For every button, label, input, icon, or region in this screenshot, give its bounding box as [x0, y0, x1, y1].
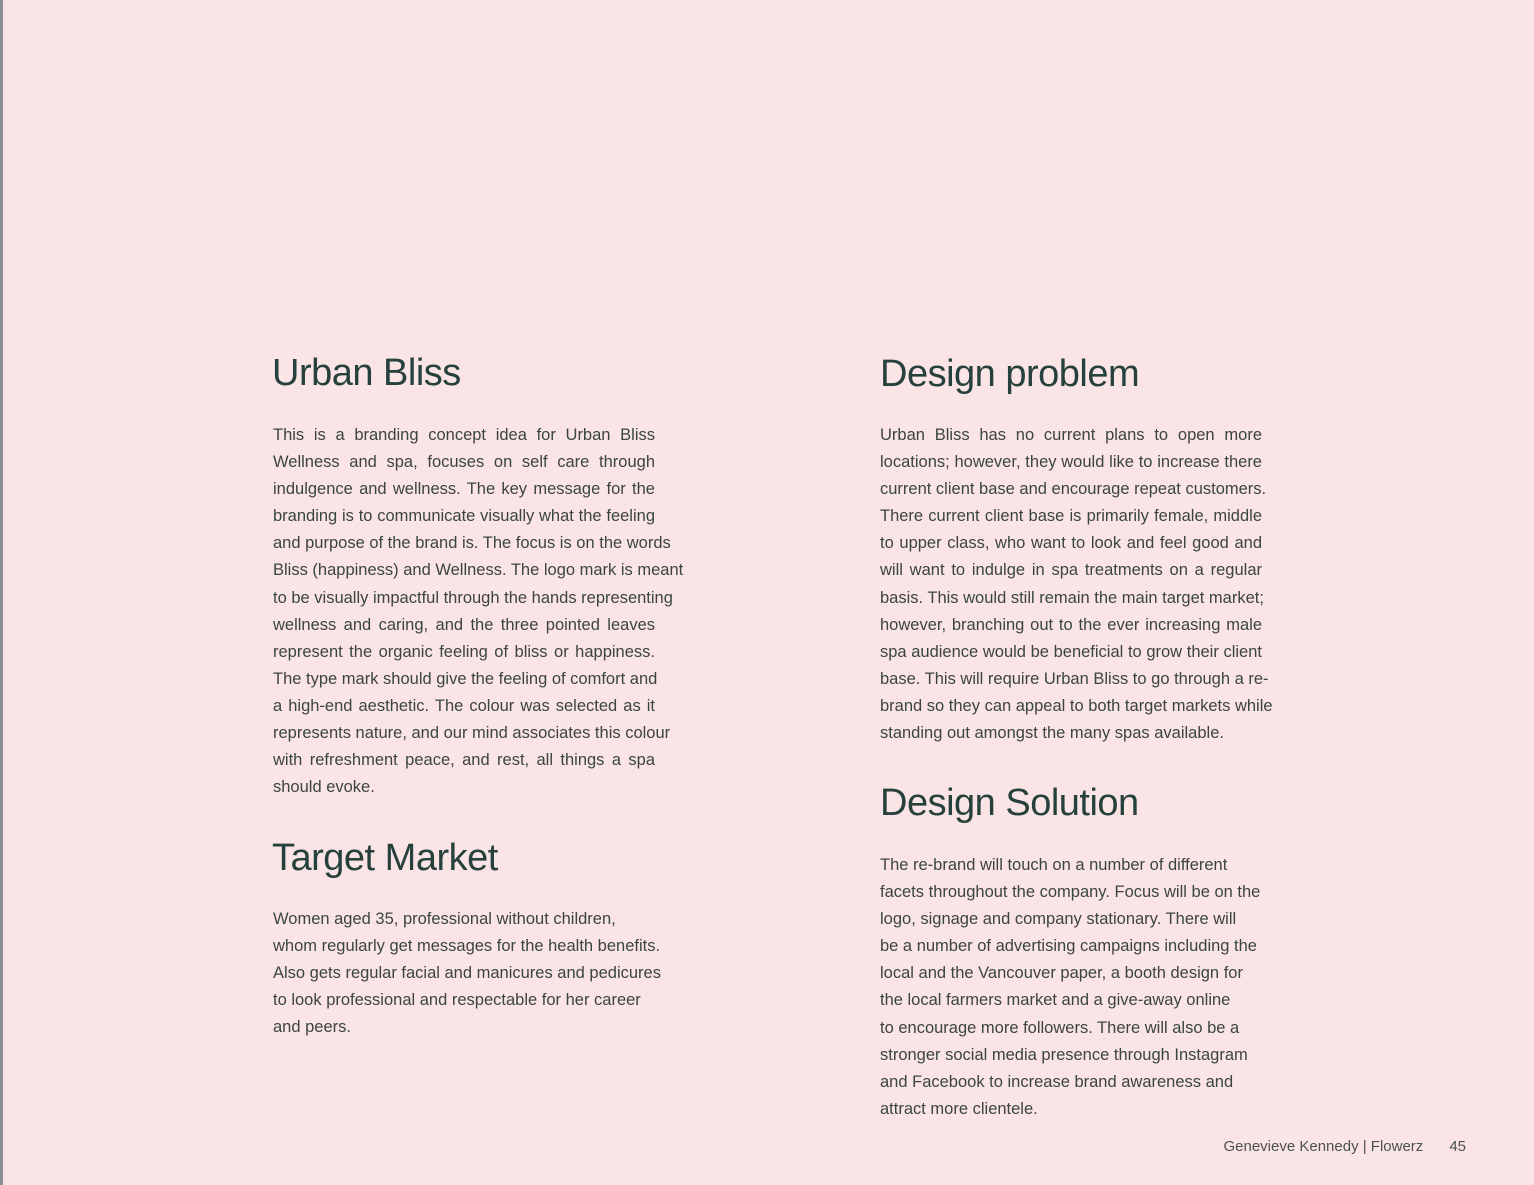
text-line: the local farmers market and a give-away online — [880, 991, 1231, 1010]
page-edge-shadow — [0, 0, 3, 1185]
text-line: indulgence and wellness. The key message for the — [273, 480, 655, 499]
text-line: standing out amongst the many spas available. — [880, 724, 1224, 743]
paragraph-design-problem — [880, 422, 1273, 747]
text-line: current client base and encourage repeat customers. — [880, 480, 1267, 499]
text-line: Also gets regular facial and manicures and pedicures — [273, 964, 661, 983]
text-line: There current client base is primarily female, middle — [880, 507, 1262, 526]
text-line: be a number of advertising campaigns including the — [880, 937, 1257, 956]
text-line: basis. This would still remain the main target market; — [880, 588, 1264, 607]
text-line: branding is to communicate visually what the feeling — [273, 507, 655, 526]
text-line: base. This will require Urban Bliss to go through a re- — [880, 669, 1269, 688]
text-line: and peers. — [273, 1018, 351, 1037]
text-line: to be visually impactful through the hands representing — [273, 588, 673, 607]
paragraph-target-market — [273, 906, 673, 1041]
text-line: logo, signage and company stationary. There will — [880, 910, 1237, 929]
text-line: will want to indulge in spa treatments on a regular — [880, 561, 1262, 580]
paragraph-design-solution — [880, 852, 1280, 1123]
text-line: The type mark should give the feeling of comfort and — [273, 669, 658, 688]
text-line: however, branching out to the ever increasing male — [880, 615, 1262, 634]
text-line: represent the organic feeling of bliss or happiness. — [273, 642, 655, 661]
heading-design-problem: Design problem — [880, 353, 1140, 395]
text-line: Urban Bliss has no current plans to open more — [880, 426, 1262, 444]
text-line: wellness and caring, and the three pointed leaves — [273, 615, 655, 634]
text-line: facets throughout the company. Focus will be on the — [880, 883, 1261, 902]
text-line: stronger social media presence through Instagram — [880, 1045, 1248, 1064]
text-line: Women aged 35, professional without children, — [273, 910, 616, 928]
text-line: and Facebook to increase brand awareness and — [880, 1072, 1234, 1091]
text-line: represents nature, and our mind associates this colour — [273, 724, 671, 743]
footer-credit: Genevieve Kennedy | Flowerz — [1223, 1138, 1424, 1155]
text-line: This is a branding concept idea for Urban Bliss — [273, 426, 655, 444]
page-number: 45 — [1449, 1138, 1466, 1155]
text-line: Bliss (happiness) and Wellness. The logo mark is meant — [273, 561, 684, 580]
text-line: with refreshment peace, and rest, all things a spa — [273, 751, 655, 770]
text-line: and purpose of the brand is. The focus is on the words — [273, 534, 671, 553]
text-line: attract more clientele. — [880, 1099, 1038, 1118]
page-footer — [1223, 1138, 1466, 1155]
text-line: local and the Vancouver paper, a booth design for — [880, 964, 1243, 983]
text-line: brand so they can appeal to both target markets while — [880, 696, 1273, 715]
paragraph-urban-bliss — [273, 422, 684, 801]
text-line: to upper class, who want to look and feel good and — [880, 534, 1262, 553]
heading-design-solution: Design Solution — [880, 782, 1139, 824]
text-line: a high-end aesthetic. The colour was selected as it — [273, 696, 655, 715]
text-line: The re-brand will touch on a number of different — [880, 856, 1228, 874]
text-line: whom regularly get messages for the health benefits. — [273, 937, 661, 956]
text-line: should evoke. — [273, 778, 375, 797]
heading-urban-bliss: Urban Bliss — [272, 352, 461, 394]
text-line: to encourage more followers. There will also be a — [880, 1018, 1240, 1037]
text-line: spa audience would be beneficial to grow their client — [880, 642, 1262, 661]
text-line: Wellness and spa, focuses on self care through — [273, 453, 655, 472]
text-line: to look professional and respectable for her career — [273, 991, 641, 1010]
text-line: locations; however, they would like to increase there — [880, 453, 1262, 472]
heading-target-market: Target Market — [272, 837, 498, 879]
